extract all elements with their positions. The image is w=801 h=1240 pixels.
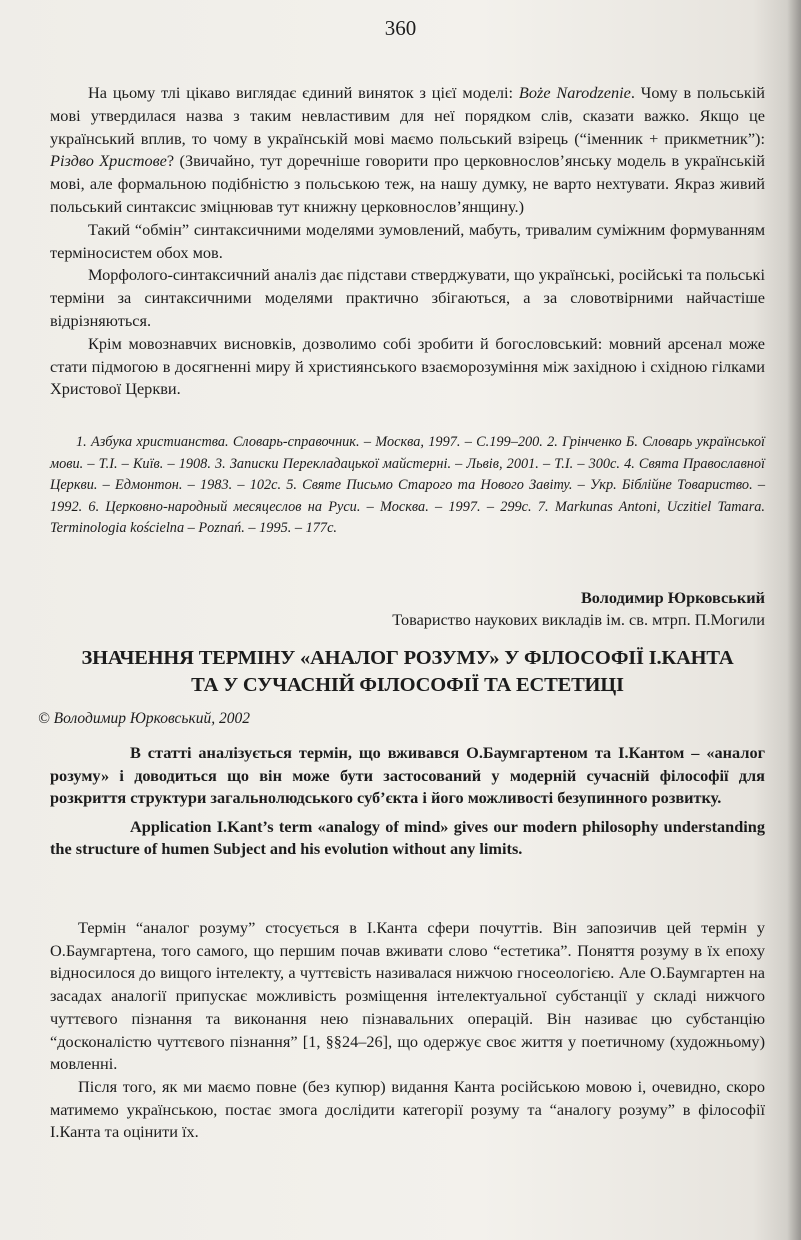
title-line-1: ЗНАЧЕННЯ ТЕРМІНУ «АНАЛОГ РОЗУМУ» У ФІЛОСОФІЇ І.КАНТА (81, 647, 734, 669)
intro-paragraph-1: На цьому тлі цікаво виглядає єдиний виняток з цієї моделі: Boże Narodzenie. Чому в польській мові утвердилася назва з таким невластивим для неї порядком слів, сказати важко. Якщо це український вплив, то чому в українській мові маємо польський взірець (“іменник + прикметник”): Різдво Христове? (Звичайно, тут доречніше говорити про церковнослов’янську модель в українській мові, але формальною подібністю з польською теж, на нашу думку, не варто нехтувати. Якраз живий польський синтаксис зміцнював тут книжну церковнослов’янщину.) (50, 83, 766, 216)
page-edge-shadow (787, 0, 801, 1240)
abstract (50, 742, 765, 861)
intro-paragraph-2: Такий “обмін” синтаксичними моделями зумовлений, мабуть, тривалим суміжним формуванням терміносистем обох мов. (50, 219, 765, 262)
intro-section (50, 82, 765, 401)
italic-term: Boże Narodzenie (518, 83, 631, 102)
abstract-english: Application I.Kant’s term «analogy of mind» gives our modern philosophy understanding the structure of humen Subject and his evolution without any limits. (50, 816, 765, 858)
italic-term: Різдво Христове (50, 151, 167, 171)
main-paragraph-2: Після того, як ми маємо повне (без купюр) видання Канта російською мовою і, очевидно, скоро матимемо українською, постає змога дослідити категорії розуму та “аналогу розуму” в філософії І.Канта та оцінити їх. (50, 1076, 765, 1142)
main-text (50, 917, 765, 1144)
author-name: Володимир Юрковський (580, 588, 765, 607)
main-paragraph-1: Термін “аналог розуму” стосується в І.Канта сфери почуттів. Він запозичив цей термін у О.Баумгартена, того самого, що першим почав вживати слово “естетика”. Поняття розуму в їх епоху відносилося до вищого інтелекту, а чуттєвість називалася нижчою гносеологією. Але О.Баумгартен на засадах аналогії припускає можливість розміщення інтелектуальної субстанції у складі нижчого чуттєвого пізнання та виконання нею пізнавальних операцій. Він називає цю субстанцію “досконалістю чуттєвого пізнання” [1, §§24–26], що одержує своє життя у поетичному (художньому) мовленні. (50, 918, 765, 1074)
intro-paragraph-3: Морфолого-синтаксичний аналіз дає підстави стверджувати, що українські, російські та польські терміни за синтаксичними моделями практично збігаються, а за словотвірними найчастіше відрізняються. (50, 265, 765, 330)
author-affiliation: Товариство наукових викладів ім. св. мтрп. П.Могили (392, 610, 765, 629)
author-block (50, 587, 765, 631)
references: 1. Азбука христианства. Словарь-справочник. – Москва, 1997. – С.199–200. 2. Грінченко Б. Словарь української мови. – Т.І. – Київ. – 1908. 3. Записки Перекладацької майстерні. – Львів, 2001. – Т.І. – 300с. 4. Свята Православної Церкви. – Едмонтон. – 1983. – 102с. 5. Святе Письмо Старого та Нового Завіту. – Укр. Біблійне Товариство. – 1992. 6. Церковно-народный месяцеслов на Руси. – Москва. – 1997. – 299с. 7. Markunas Antoni, Uczitiel Tamara. Terminologia kościelna – Poznań. – 1995. – 177с. (50, 434, 765, 536)
page-number: 360 (384, 16, 417, 40)
title-line-2: ТА У СУЧАСНІЙ ФІЛОСОФІЇ ТА ЕСТЕТИЦІ (191, 674, 624, 696)
intro-paragraph-4: Крім мовознавчих висновків, дозволимо собі зробити й богословський: мовний арсенал може стати підмогою в досягненні миру й християнського взаєморозуміння між західною і східною гілками Христової Церкви. (50, 333, 765, 399)
copyright: © Володимир Юрковський, 2002 (38, 710, 250, 727)
article-title (40, 645, 775, 699)
abstract-ukrainian: В статті аналізується термін, що вживався О.Баумгартеном та І.Кантом – «аналог розуму» і доводиться що він може бути застосований у модерній сучасній філософії для розкриття структури загальнолюдського суб’єкта і його можливості безупинного розвитку. (50, 743, 765, 807)
